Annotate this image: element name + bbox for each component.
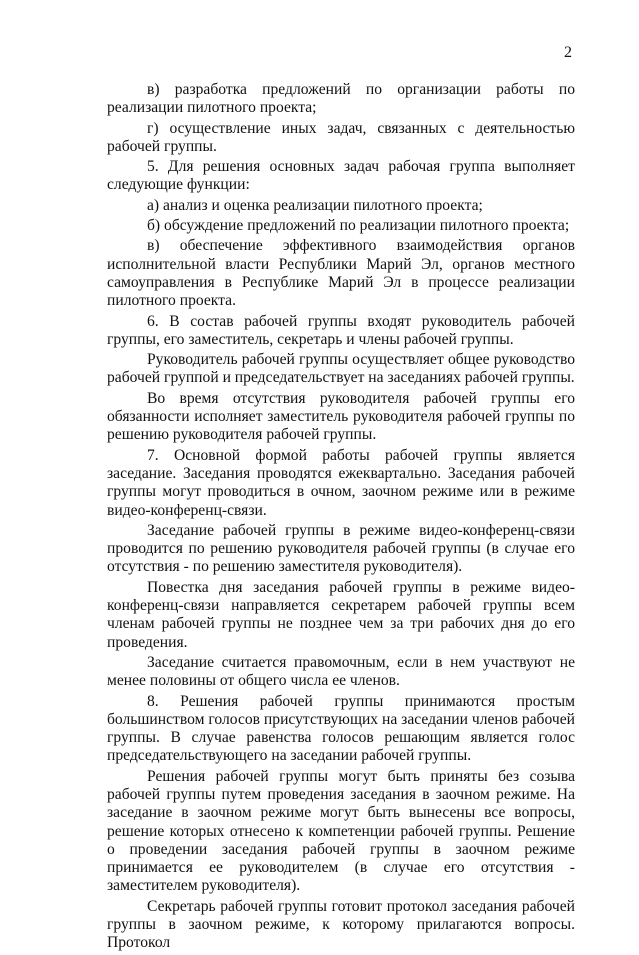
paragraph-8-protocol: Секретарь рабочей группы готовит протокол заседания рабочей группы в заочном режиме, к которому прилагаются вопросы. Протокол [107, 897, 575, 952]
paragraph-5v: в) обеспечение эффективного взаимодействия органов исполнительной власти Республики Марий Эл, органов местного самоуправления в Республике Марий Эл в процессе реализации пилотного проекта. [107, 237, 575, 310]
paragraph-6: 6. В состав рабочей группы входят руководитель рабочей группы, его заместитель, секретарь и члены рабочей группы. [107, 312, 575, 348]
paragraph-8-absentee: Решения рабочей группы могут быть приняты без созыва рабочей группы путем проведения заседания в заочном режиме. На заседание в заочном режиме могут быть вынесены все вопросы, решение которых отнесено к компетенции рабочей группы. Решение о проведении заседания рабочей группы в заочном режиме принимается ее руководителем (в случае его отсутствия - заместителем руководителя). [107, 767, 575, 895]
paragraph-5a: а) анализ и оценка реализации пилотного проекта; [147, 196, 483, 214]
paragraph-3g: г) осуществление иных задач, связанных с деятельностью рабочей группы. [107, 119, 575, 155]
paragraph-7-quorum: Заседание считается правомочным, если в нем участвуют не менее половины от общего числа ее членов. [107, 653, 575, 690]
document-body [107, 81, 575, 955]
paragraph-5: 5. Для решения основных задач рабочая группа выполняет следующие функции: [107, 158, 575, 194]
paragraph-6-deputy: Во время отсутствия руководителя рабочей группы его обязанности исполняет заместитель руководителя рабочей группы по решению руководителя рабочей группы. [107, 389, 575, 444]
paragraph-7-video: Заседание рабочей группы в режиме видео-конференц-связи проводится по решению руководителя рабочей группы (в случае его отсутствия - по решению заместителя руководителя). [107, 521, 575, 576]
paragraph-3v: в) разработка предложений по организации работы по реализации пилотного проекта; [107, 81, 575, 117]
paragraph-8: 8. Решения рабочей группы принимаются простым большинством голосов присутствующих на заседании членов рабочей группы. В случае равенства голосов решающим является голос председательствующего на заседании рабочей группы. [107, 692, 575, 765]
paragraph-6-head: Руководитель рабочей группы осуществляет общее руководство рабочей группой и председательствует на заседаниях рабочей группы. [107, 351, 575, 387]
paragraph-7: 7. Основной формой работы рабочей группы является заседание. Заседания проводятся ежеквартально. Заседания рабочей группы могут проводиться в очном, заочном режиме или в режиме видео-конференц-связи. [107, 446, 575, 519]
paragraph-5b: б) обсуждение предложений по реализации пилотного проекта; [147, 217, 570, 235]
paragraph-7-agenda: Повестка дня заседания рабочей группы в режиме видео-конференц-связи направляется секретарем рабочей группы всем членам рабочей группы не позднее чем за три рабочих дня до его проведения. [107, 578, 575, 651]
page-number: 2 [564, 44, 572, 61]
